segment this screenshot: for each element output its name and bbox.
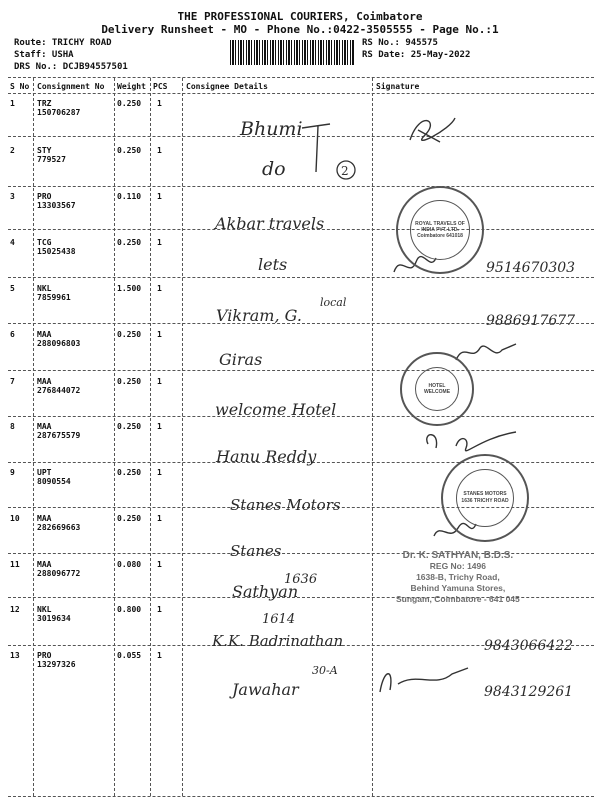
- handwritten-phone: 9843066422: [484, 638, 574, 654]
- row-sno: 9: [10, 468, 15, 477]
- row-weight: 0.250: [117, 238, 142, 247]
- doctor-stamp-line: Sungam, Coimbatore - 641 045: [396, 594, 520, 604]
- row-weight: 0.250: [117, 422, 142, 431]
- header-signature: Signature: [376, 82, 420, 91]
- row-consignment: NKL 3019634: [37, 605, 71, 623]
- handwritten-note: 30-A: [312, 664, 338, 677]
- row-weight: 0.055: [117, 651, 142, 660]
- header-pcs: PCS: [153, 82, 168, 91]
- row-sno: 5: [10, 284, 15, 293]
- row-weight: 0.250: [117, 146, 142, 155]
- row-pcs: 1: [157, 514, 162, 523]
- row-sno: 10: [10, 514, 20, 523]
- header-consignment: Consignment No: [37, 82, 105, 91]
- barcode: [230, 40, 355, 65]
- drs-number: DRS No.: DCJB94557501: [14, 62, 128, 72]
- row-pcs: 1: [157, 422, 162, 431]
- stanes-stamp-text: STANES MOTORS 1636 TRICHY ROAD: [461, 491, 509, 504]
- row-sno: 2: [10, 146, 15, 155]
- row-pcs: 1: [157, 330, 162, 339]
- row-sno: 3: [10, 192, 15, 201]
- doctor-stamp-line: Behind Yamuna Stores,: [410, 583, 506, 593]
- row-consignment: TCG 15025438: [37, 238, 76, 256]
- row-pcs: 1: [157, 284, 162, 293]
- handwritten-note: 1614: [262, 612, 296, 627]
- company-title: THE PROFESSIONAL COURIERS, Coimbatore: [177, 10, 423, 23]
- row-consignment: STY 779527: [37, 146, 66, 164]
- header-sno: S No: [10, 82, 30, 91]
- stanes-stamp: [441, 454, 529, 542]
- row-pcs: 1: [157, 238, 162, 247]
- row-pcs: 1: [157, 560, 162, 569]
- handwritten-name: K.K. Badrinathan: [212, 632, 344, 650]
- row-consignment: TRZ 150706287: [37, 99, 81, 117]
- handwritten-name: Stanes Motors: [230, 496, 341, 514]
- handwritten-name: Bhumi: [240, 118, 303, 140]
- row-consignment: UPT 8090554: [37, 468, 71, 486]
- row-pcs: 1: [157, 192, 162, 201]
- handwritten-name: Stanes: [230, 542, 282, 560]
- row-weight: 1.500: [117, 284, 142, 293]
- row-consignment: MAA 282669663: [37, 514, 81, 532]
- row-sno: 11: [10, 560, 20, 569]
- row-sno: 12: [10, 605, 20, 614]
- table-header-rule: [8, 93, 594, 94]
- handwritten-phone: 9886917677: [486, 313, 576, 329]
- travels-stamp-text: ROYAL TRAVELS OF INDIA PVT. LTD. Coimbatore 641018: [415, 221, 465, 239]
- handwritten-phone: 9843129261: [484, 684, 574, 700]
- handwritten-name: Vikram, G.: [216, 306, 302, 325]
- doctor-stamp: [396, 550, 520, 605]
- row-consignment: MAA 287675579: [37, 422, 81, 440]
- staff-label: Staff: USHA: [14, 50, 74, 60]
- doctor-stamp-line: REG No: 1496: [429, 561, 486, 571]
- rs-number: RS No.: 945575: [362, 38, 438, 48]
- row-weight: 0.250: [117, 99, 142, 108]
- row-weight: 0.250: [117, 468, 142, 477]
- row-weight: 0.250: [117, 330, 142, 339]
- row-pcs: 1: [157, 468, 162, 477]
- header-weight: Weight: [117, 82, 146, 91]
- row-pcs: 1: [157, 99, 162, 108]
- handwritten-name: lets: [258, 255, 288, 274]
- signature-icon: [376, 664, 476, 698]
- handwritten-name: Sathyan: [232, 582, 299, 601]
- travels-stamp: [396, 186, 484, 274]
- table-top-rule: [8, 77, 594, 78]
- route-label: Route: TRICHY ROAD: [14, 38, 112, 48]
- row-sno: 8: [10, 422, 15, 431]
- row-sno: 7: [10, 377, 15, 386]
- row-consignment: MAA 276844072: [37, 377, 81, 395]
- handwritten-note: local: [320, 296, 347, 309]
- handwritten-note: 1636: [284, 572, 318, 587]
- table-bottom-rule: [8, 796, 594, 797]
- handwritten-name: Hanu Reddy: [216, 447, 317, 466]
- row-pcs: 1: [157, 605, 162, 614]
- row-weight: 0.250: [117, 377, 142, 386]
- row-weight: 0.080: [117, 560, 142, 569]
- rs-date: RS Date: 25-May-2022: [362, 50, 471, 60]
- handwritten-name: Akbar travels: [215, 214, 325, 233]
- hotel-stamp-text: HOTEL WELCOME: [423, 383, 451, 395]
- row-consignment: NKL 7859961: [37, 284, 71, 302]
- runsheet-subtitle: Delivery Runsheet - MO - Phone No.:0422-3505555 - Page No.:1: [101, 23, 499, 36]
- row-consignment: PRO 13297326: [37, 651, 76, 669]
- handwritten-name: Jawahar: [232, 680, 299, 699]
- signature-icon: [420, 428, 520, 458]
- row-divider: [8, 277, 594, 278]
- handwritten-name: do: [262, 158, 286, 180]
- row-pcs: 1: [157, 377, 162, 386]
- handwritten-mark: [300, 122, 370, 182]
- handwritten-phone: 9514670303: [486, 260, 576, 276]
- hotel-stamp: [400, 352, 474, 426]
- row-sno: 13: [10, 651, 20, 660]
- row-weight: 0.250: [117, 514, 142, 523]
- row-sno: 4: [10, 238, 15, 247]
- row-pcs: 1: [157, 651, 162, 660]
- doctor-stamp-line: Dr. K. SATHYAN, B.D.S.: [402, 550, 514, 561]
- doctor-stamp-line: 1638-B, Trichy Road,: [416, 572, 500, 582]
- svg-text:2: 2: [341, 164, 349, 178]
- row-sno: 1: [10, 99, 15, 108]
- row-divider: [8, 370, 594, 371]
- row-divider: [8, 186, 594, 187]
- row-pcs: 1: [157, 146, 162, 155]
- row-weight: 0.800: [117, 605, 142, 614]
- row-consignment: PRO 13303567: [37, 192, 76, 210]
- handwritten-name: welcome Hotel: [215, 400, 337, 419]
- row-sno: 6: [10, 330, 15, 339]
- row-weight: 0.110: [117, 192, 142, 201]
- header-consignee: Consignee Details: [186, 82, 268, 91]
- handwritten-name: Giras: [219, 350, 263, 369]
- row-consignment: MAA 288096803: [37, 330, 81, 348]
- row-consignment: MAA 288096772: [37, 560, 81, 578]
- signature-icon: [400, 110, 460, 150]
